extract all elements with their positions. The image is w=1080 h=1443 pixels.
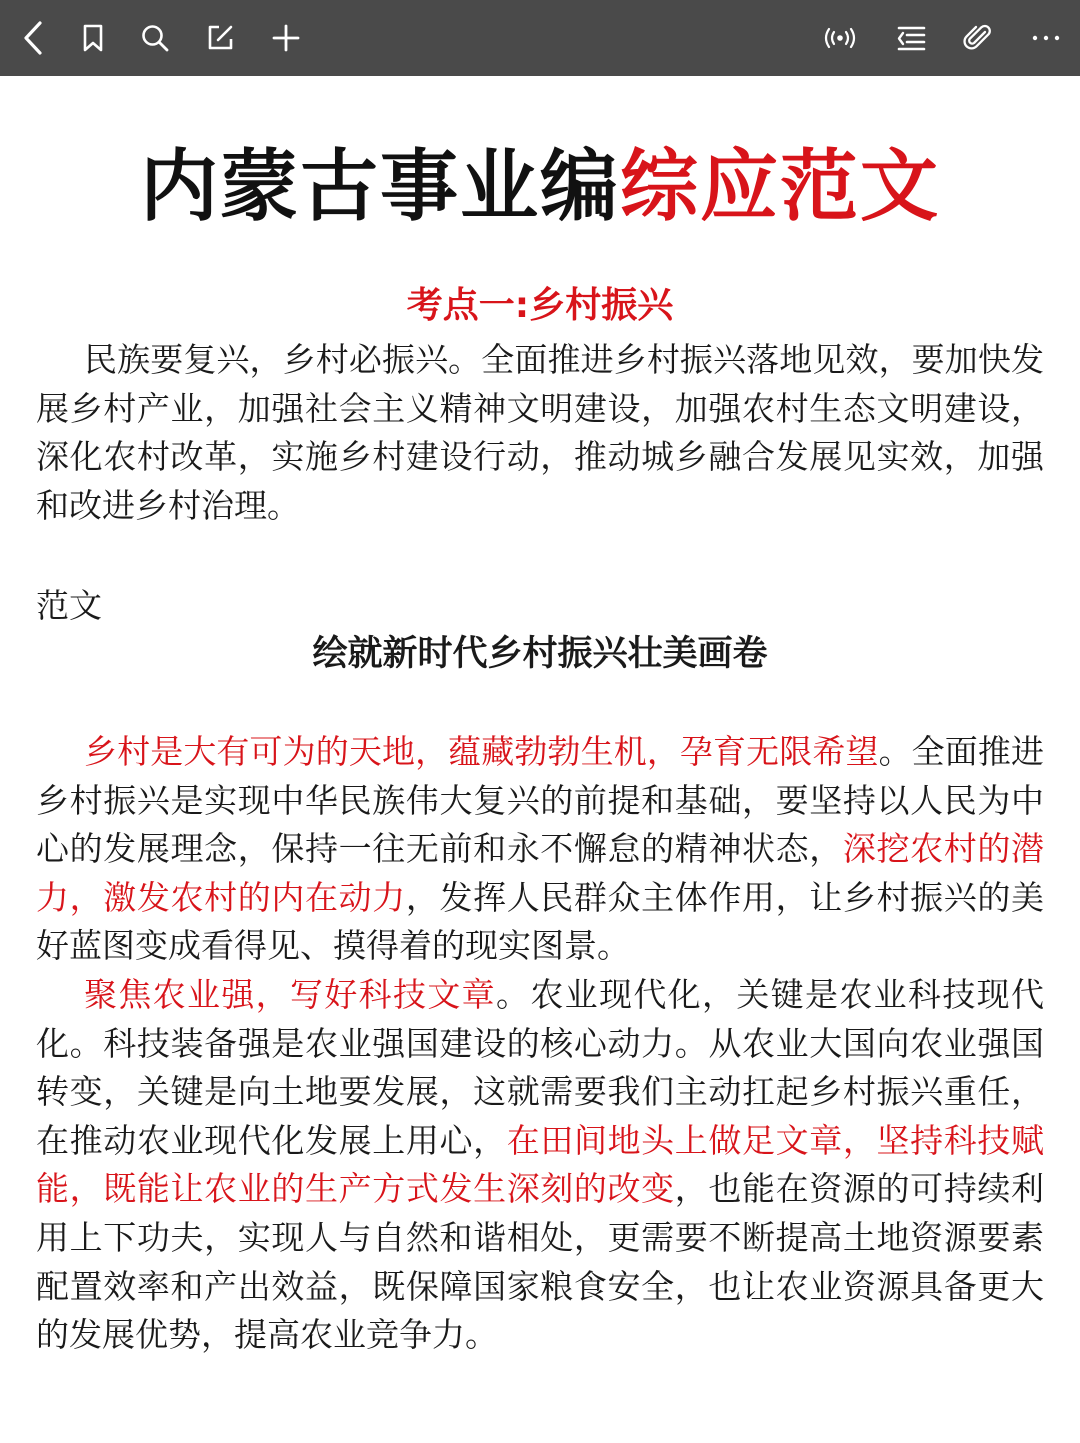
essay-paragraph-1 [36,728,1044,971]
add-button[interactable] [266,18,306,58]
essay-paragraph-2 [36,971,1044,1360]
top-toolbar [0,0,1080,76]
title-part-red: 综应范文 [620,142,941,232]
highlight-text: 在田间地头上做足文章，坚持科技赋能，既能让农业的生产方式发生深刻的改变 [36,1120,1045,1209]
read-aloud-button[interactable] [820,18,860,58]
highlight-text: 乡村是大有可为的天地，蕴藏勃勃生机，孕育无限希望 [84,732,879,771]
read-aloud-icon [822,26,858,50]
body-text: ，发挥人民群众主体作用，让乡村振兴的美好蓝图变成看得见、摸得着的现实图景。 [36,877,1045,966]
back-icon [20,20,48,56]
essay-label: 范文 [36,586,102,625]
section-heading: 考点一:乡村振兴 [406,285,674,326]
section-intro: 民族要复兴，乡村必振兴。全面推进乡村振兴落地见效，要加快发展乡村产业，加强社会主义精神文明建设，加强农村生态文明建设，深化农村改革，实施乡村建设行动，推动城乡融合发展见实效，加强和改进乡村治理。 [36,340,1044,525]
highlight-text: 聚焦农业强，写好科技文章 [84,975,496,1014]
search-button[interactable] [135,18,175,58]
edit-button[interactable] [200,18,240,58]
more-button[interactable] [1026,18,1066,58]
search-icon [140,23,170,53]
plus-icon [271,23,301,53]
outline-icon [895,24,927,52]
body-text: ，也能在资源的可持续利用上下功夫，实现人与自然和谐相处，更需要不断提高土地资源要素配置效率和产出效益，既保障国家粮食安全，也让农业资源具备更大的发展优势，提高农业竞争力。 [36,1169,1045,1355]
edit-icon [205,23,235,53]
document-title [36,142,1044,232]
attachment-icon [963,23,993,53]
back-button[interactable] [14,18,54,58]
body-text: 。农业现代化，关键是农业科技现代化。科技装备强是农业强国建设的核心动力。从农业大国向农业强国转变，关键是向土地要发展，这就需要我们主动扛起乡村振兴重任，在推动农业现代化发展上用心， [36,975,1045,1160]
highlight-text: 深挖农村的潜力，激发农村的内在动力 [36,829,1045,917]
attachment-button[interactable] [958,18,998,58]
outline-button[interactable] [891,18,931,58]
body-text: 。全面推进乡村振兴是实现中华民族伟大复兴的前提和基础，要坚持以人民为中心的发展理念，保持一往无前和永不懈怠的精神状态， [36,732,1045,869]
bookmark-icon [81,23,105,53]
bookmark-button[interactable] [73,18,113,58]
essay-title: 绘就新时代乡村振兴壮美画卷 [312,634,768,674]
more-icon [1031,33,1061,43]
title-part-black: 内蒙古事业编 [139,142,620,232]
